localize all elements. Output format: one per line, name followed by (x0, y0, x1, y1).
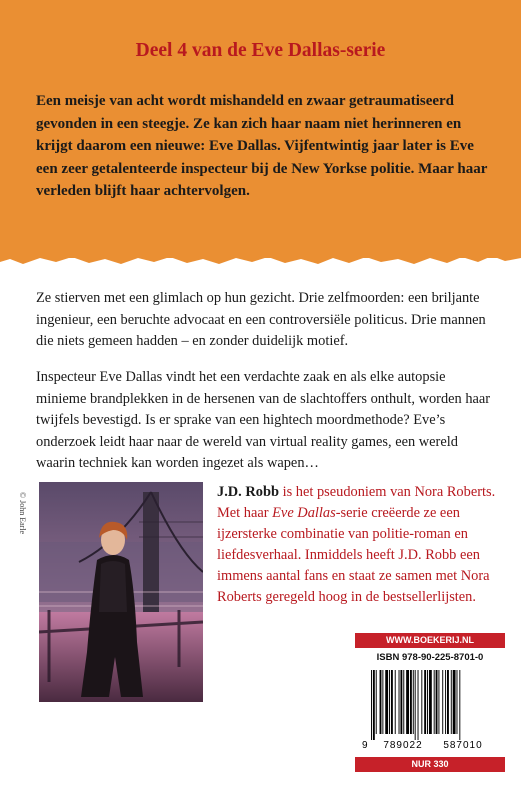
barcode-bar (438, 670, 439, 734)
barcode-bar (391, 670, 393, 734)
barcode-bar (447, 670, 449, 734)
barcode-bar (418, 670, 419, 740)
barcode-bar (429, 670, 432, 734)
barcode-image (359, 668, 501, 750)
photo-credit-text: © John Earle (18, 492, 27, 535)
bio-text-1: is het pseudoniem van Nora Roberts. Met haar (217, 484, 496, 521)
barcode-bar (415, 670, 416, 740)
barcode-bar (399, 670, 400, 734)
barcode-bar (434, 670, 435, 734)
barcode-bar (406, 670, 409, 734)
blurb-paragraph-2: Inspecteur Eve Dallas vindt het een verdachte zaak en als elke autopsie minieme brandplekken in de hersenen van de slachtoffers onthult, worden haar twijfels bevestigd. Is er sprake van een hightech moordmethode? Eve’s onderzoek leidt haar naar de wereld van virtual reality games, een wereld waarin techniek kan worden ingezet als wapen… (36, 369, 491, 471)
barcode-bar (424, 670, 426, 734)
barcode-bar (445, 670, 446, 734)
barcode-bar (427, 670, 428, 734)
barcode-digit-first: 9 (362, 740, 368, 750)
barcode-bar (421, 670, 422, 734)
barcode-bar (403, 670, 404, 734)
author-name: J.D. Robb (217, 484, 279, 500)
barcode-bar (395, 670, 396, 734)
barcode-bar (442, 670, 443, 734)
bio-series-name: Eve Dallas (272, 505, 336, 521)
teaser-paragraph: Een meisje van acht wordt mishandeld en zwaar getraumatiseerd gevonden in een steegje. Ze kan zich haar naam niet herinneren en krijgt daarom een nieuwe: Eve Dallas. Vijfentwintig jaar later is Eve een zeer getalenteerde inspecteur bij de New Yorkse politie. Maar haar verleden blijft haar achtervolgen. (36, 93, 488, 199)
blurb-paragraph-1: Ze stierven met een glimlach op hun gezicht. Drie zelfmoorden: een briljante ingenieur, een beruchte advocaat en een controversiële politicus. Drie mannen die niets gemeen hadden – en zonder duidelijk motief. (36, 290, 486, 349)
author-photo (39, 482, 203, 702)
barcode-bar (380, 670, 382, 734)
barcode-bar (371, 670, 372, 740)
barcode-bar (376, 670, 377, 734)
barcode-bar (389, 670, 390, 734)
barcode-bar (457, 670, 458, 734)
barcode-digits-left: 789022 (383, 740, 423, 750)
bio-text-2: -serie creëerde ze een ijzersterke combinatie van politie-roman en liefdesverhaal. Inmiddels heeft J.D. Robb een immens aantal fans en staat ze samen met Nora Roberts geregeld hoog in de bestsellerlijsten. (217, 505, 490, 605)
barcode-bar (410, 670, 412, 734)
photo-credit (16, 492, 28, 582)
website-tag: WWW.BOEKERIJ.NL (355, 633, 505, 648)
barcode-bar (413, 670, 414, 734)
barcode-bar (459, 670, 460, 740)
isbn-text: ISBN 978-90-225-8701-0 (376, 652, 484, 663)
series-title: Deel 4 van de Eve Dallas-serie (135, 40, 386, 61)
barcode-bar (451, 670, 452, 734)
barcode-bar (382, 670, 383, 734)
barcode-bar (373, 670, 375, 740)
author-photo-image (39, 482, 203, 702)
barcode-bar (436, 670, 438, 734)
barcode-bar (453, 670, 456, 734)
torn-paper-edge (0, 238, 521, 278)
barcode-digits-right: 587010 (443, 740, 483, 750)
barcode-block (355, 633, 505, 773)
nur-tag: NUR 330 (355, 757, 505, 772)
author-bio (217, 482, 503, 608)
barcode-bar (385, 670, 388, 734)
barcode-bar (400, 670, 402, 734)
